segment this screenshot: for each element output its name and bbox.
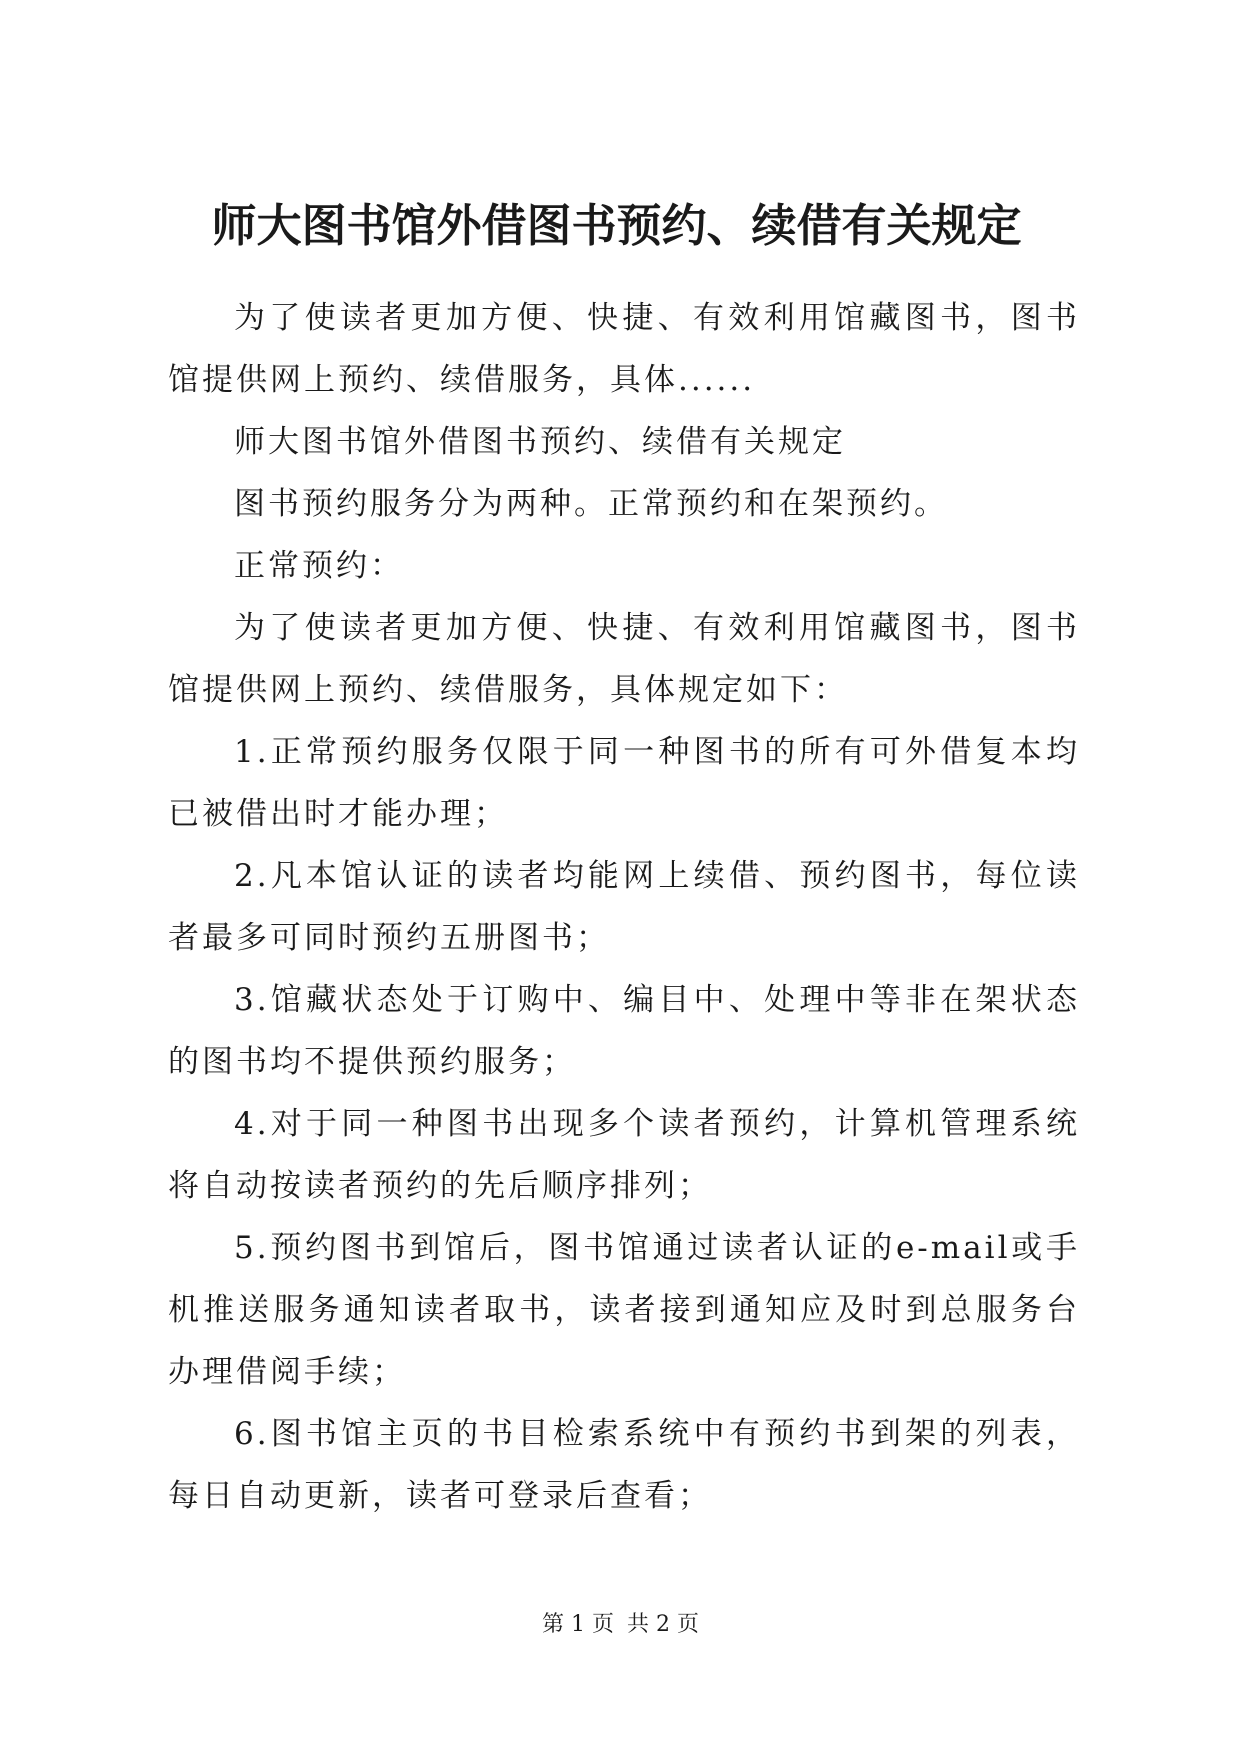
page-footer <box>0 1610 1241 1640</box>
page-total: 共 2 页 <box>627 1612 699 1637</box>
paragraph: 为了使读者更加方便、快捷、有效利用馆藏图书，图书馆提供网上预约、续借服务，具体...... <box>168 300 1080 398</box>
list-item: 4.对于同一种图书出现多个读者预约，计算机管理系统将自动按读者预约的先后顺序排列； <box>168 1106 1080 1204</box>
list-item: 1.正常预约服务仅限于同一种图书的所有可外借复本均已被借出时才能办理； <box>168 734 1080 832</box>
paragraph: 为了使读者更加方便、快捷、有效利用馆藏图书，图书馆提供网上预约、续借服务，具体规定如下： <box>168 610 1080 708</box>
page-number: 第 1 页 <box>542 1612 614 1637</box>
page-title: 师大图书馆外借图书预约、续借有关规定 <box>211 199 1022 252</box>
list-item: 5.预约图书到馆后，图书馆通过读者认证的e-mail或手机推送服务通知读者取书，读者接到通知应及时到总服务台办理借阅手续； <box>168 1230 1080 1390</box>
list-item: 2.凡本馆认证的读者均能网上续借、预约图书，每位读者最多可同时预约五册图书； <box>168 858 1080 956</box>
paragraph: 图书预约服务分为两种。正常预约和在架预约。 <box>234 486 948 522</box>
document-body <box>168 287 1080 1527</box>
paragraph: 正常预约： <box>234 548 404 584</box>
paragraph: 师大图书馆外借图书预约、续借有关规定 <box>234 424 846 460</box>
list-item: 3.馆藏状态处于订购中、编目中、处理中等非在架状态的图书均不提供预约服务； <box>168 982 1080 1080</box>
list-item: 6.图书馆主页的书目检索系统中有预约书到架的列表，每日自动更新，读者可登录后查看； <box>168 1416 1080 1514</box>
